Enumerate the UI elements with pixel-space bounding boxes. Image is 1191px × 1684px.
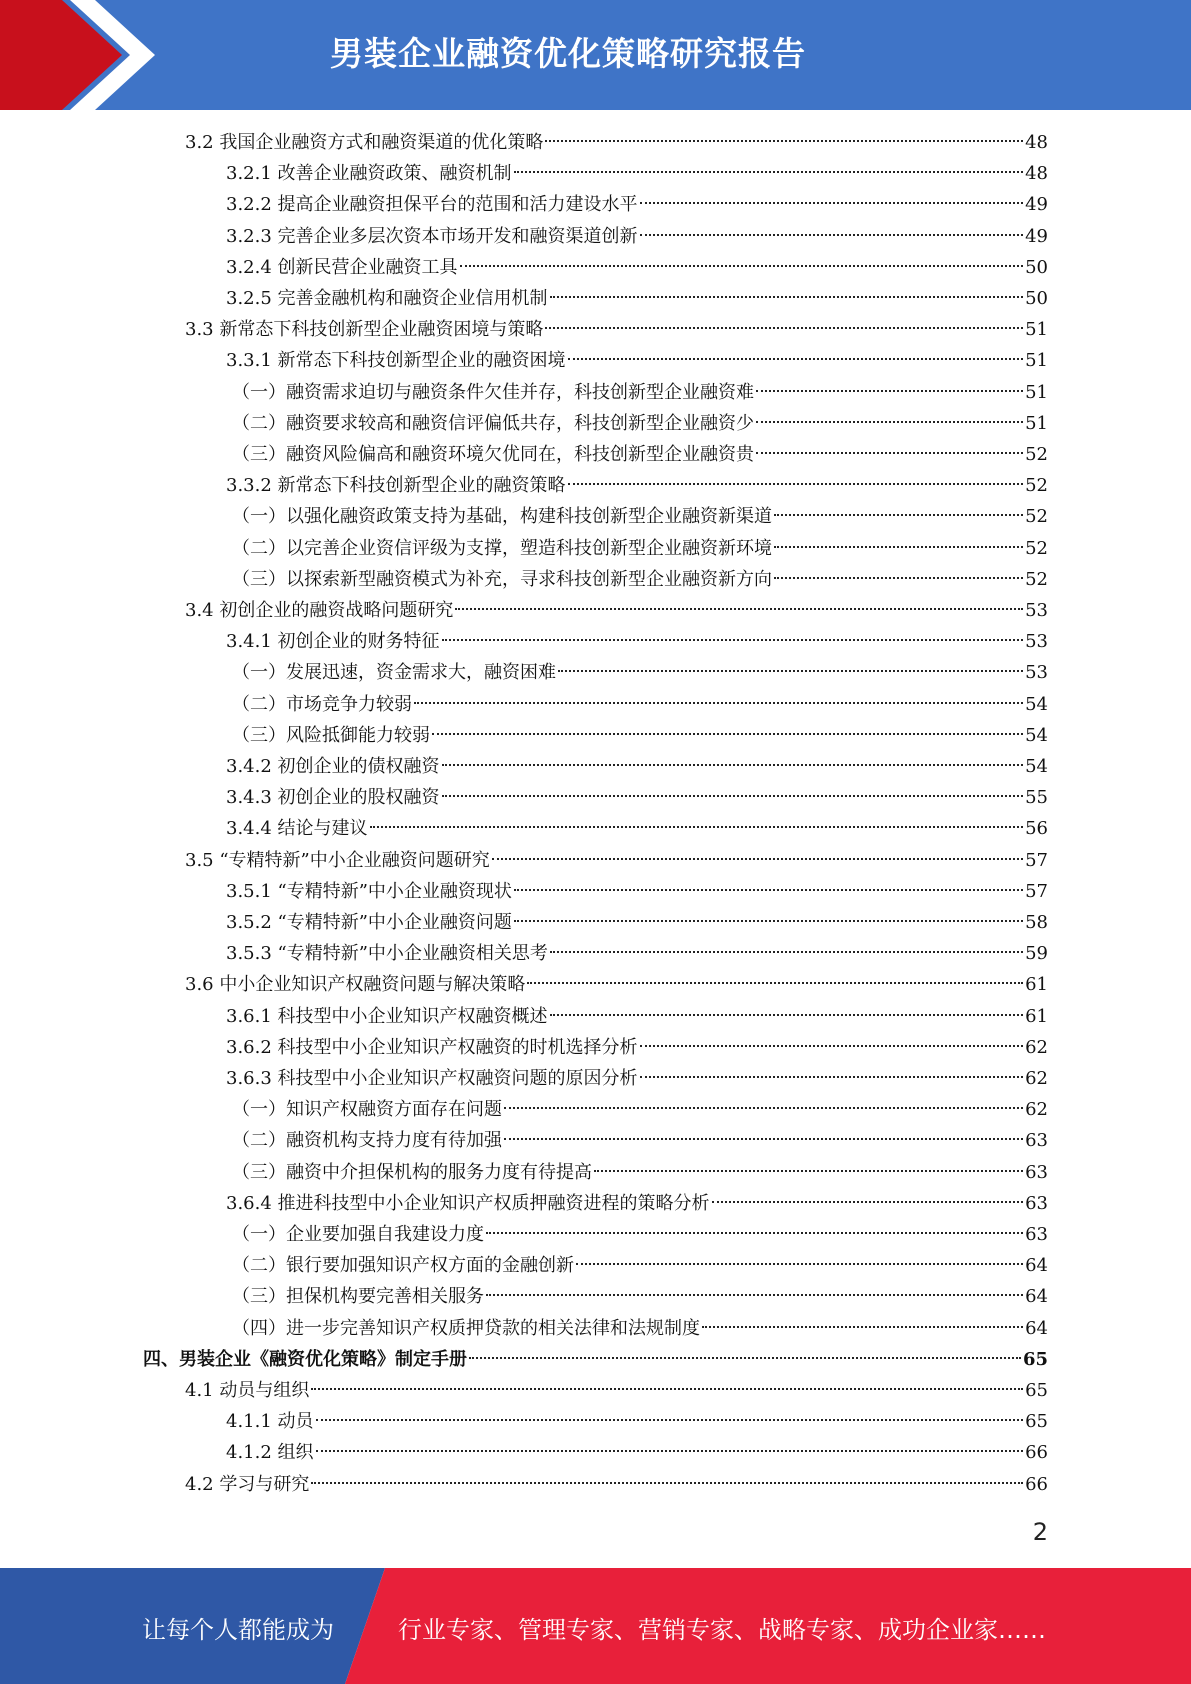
toc-entry[interactable] [226, 1002, 1048, 1032]
toc-entry-page: 52 [1025, 569, 1048, 590]
toc-entry[interactable] [232, 690, 1048, 720]
toc-entry-page: 58 [1025, 912, 1048, 933]
toc-dot-leader [640, 202, 1024, 204]
toc-entry-page: 64 [1025, 1318, 1048, 1339]
toc-dot-leader [316, 1419, 1024, 1421]
toc-entry-page: 48 [1025, 132, 1048, 153]
toc-entry-label: 3.4 初创企业的融资战略问题研究 [185, 600, 454, 621]
toc-entry[interactable] [232, 1158, 1048, 1188]
toc-entry-page: 62 [1025, 1037, 1048, 1058]
toc-entry-label: 3.2.3 完善企业多层次资本市场开发和融资渠道创新 [226, 226, 638, 247]
toc-entry[interactable] [226, 814, 1048, 844]
toc-dot-leader [442, 764, 1024, 766]
toc-entry-label: （三）融资中介担保机构的服务力度有待提高 [232, 1162, 592, 1183]
toc-entry-label: （二）市场竞争力较弱 [232, 694, 412, 715]
toc-entry-page: 61 [1025, 974, 1048, 995]
toc-dot-leader [712, 1201, 1024, 1203]
toc-dot-leader [316, 1450, 1024, 1452]
toc-entry[interactable] [185, 596, 1048, 626]
toc-entry-page: 63 [1025, 1130, 1048, 1151]
toc-entry[interactable] [232, 409, 1048, 439]
toc-dot-leader [370, 826, 1024, 828]
toc-entry-label: （二）融资要求较高和融资信评偏低共存，科技创新型企业融资少 [232, 413, 754, 434]
toc-entry-page: 54 [1025, 756, 1048, 777]
toc-entry[interactable] [226, 1189, 1048, 1219]
toc-entry[interactable] [226, 627, 1048, 657]
toc-entry-page: 49 [1025, 194, 1048, 215]
toc-entry-page: 54 [1025, 694, 1048, 715]
toc-entry[interactable] [185, 970, 1048, 1000]
toc-entry-label: 3.6.4 推进科技型中小企业知识产权质押融资进程的策略分析 [226, 1193, 710, 1214]
toc-entry[interactable] [226, 190, 1048, 220]
toc-dot-leader [550, 951, 1023, 953]
toc-entry-label: （三）融资风险偏高和融资环境欠优同在，科技创新型企业融资贵 [232, 444, 754, 465]
footer-slogan-right: 行业专家、管理专家、营销专家、战略专家、成功企业家…… [398, 1616, 1046, 1644]
toc-entry-label: 3.6 中小企业知识产权融资问题与解决策略 [185, 974, 526, 995]
toc-dot-leader [527, 982, 1023, 984]
toc-entry[interactable] [232, 1126, 1048, 1156]
toc-entry-label: 4.1.1 动员 [226, 1411, 314, 1432]
toc-entry-label: 3.6.2 科技型中小企业知识产权融资的时机选择分析 [226, 1037, 638, 1058]
toc-dot-leader [469, 1357, 1021, 1359]
toc-entry[interactable] [226, 877, 1048, 907]
toc-dot-leader [442, 795, 1024, 797]
toc-entry-label: 3.4.3 初创企业的股权融资 [226, 787, 440, 808]
toc-entry-label: 3.2 我国企业融资方式和融资渠道的优化策略 [185, 132, 544, 153]
toc-entry-label: （四）进一步完善知识产权质押贷款的相关法律和法规制度 [232, 1318, 700, 1339]
toc-entry-page: 50 [1025, 288, 1048, 309]
toc-dot-leader [514, 171, 1024, 173]
toc-entry-label: （一）知识产权融资方面存在问题 [232, 1099, 502, 1120]
toc-entry[interactable] [232, 565, 1048, 595]
toc-entry[interactable] [232, 1251, 1048, 1281]
toc-entry-page: 66 [1025, 1474, 1048, 1495]
toc-dot-leader [774, 546, 1023, 548]
toc-entry-label: （一）融资需求迫切与融资条件欠佳并存，科技创新型企业融资难 [232, 382, 754, 403]
page-number: 2 [1032, 1518, 1048, 1546]
toc-entry-page: 54 [1025, 725, 1048, 746]
toc-dot-leader [486, 1294, 1023, 1296]
toc-entry[interactable] [232, 1220, 1048, 1250]
toc-entry[interactable] [226, 253, 1048, 283]
toc-dot-leader [311, 1482, 1023, 1484]
toc-entry-label: （一）以强化融资政策支持为基础，构建科技创新型企业融资新渠道 [232, 506, 772, 527]
toc-entry-page: 57 [1025, 850, 1048, 871]
toc-entry[interactable] [226, 346, 1048, 376]
toc-entry-label: 3.2.4 创新民营企业融资工具 [226, 257, 458, 278]
toc-entry[interactable] [226, 908, 1048, 938]
toc-entry[interactable] [226, 284, 1048, 314]
toc-entry-label: 3.6.3 科技型中小企业知识产权融资问题的原因分析 [226, 1068, 638, 1089]
toc-entry-label: 3.3.1 新常态下科技创新型企业的融资困境 [226, 350, 566, 371]
page-footer [0, 1568, 1191, 1684]
toc-dot-leader [311, 1388, 1023, 1390]
toc-entry-page: 56 [1025, 818, 1048, 839]
toc-entry[interactable] [143, 1345, 1048, 1375]
toc-entry-page: 52 [1025, 506, 1048, 527]
toc-entry-label: 3.5.3 “专精特新”中小企业融资相关思考 [226, 943, 548, 964]
toc-dot-leader [640, 1076, 1024, 1078]
toc-dot-leader [756, 390, 1023, 392]
toc-entry-page: 62 [1025, 1068, 1048, 1089]
toc-entry[interactable] [226, 1438, 1048, 1468]
toc-entry-label: 3.2.2 提高企业融资担保平台的范围和活力建设水平 [226, 194, 638, 215]
toc-dot-leader [486, 1232, 1023, 1234]
toc-entry-page: 63 [1025, 1224, 1048, 1245]
toc-entry-page: 51 [1025, 382, 1048, 403]
toc-entry[interactable] [226, 159, 1048, 189]
toc-entry[interactable] [232, 1282, 1048, 1312]
toc-entry-page: 53 [1025, 631, 1048, 652]
toc-entry-label: （一）企业要加强自我建设力度 [232, 1224, 484, 1245]
toc-entry-label: （三）风险抵御能力较弱 [232, 725, 430, 746]
toc-dot-leader [492, 858, 1023, 860]
toc-dot-leader [640, 234, 1024, 236]
toc-entry-label: 3.2.5 完善金融机构和融资企业信用机制 [226, 288, 548, 309]
toc-entry-label: 4.1.2 组织 [226, 1442, 314, 1463]
toc-dot-leader [568, 358, 1024, 360]
toc-entry[interactable] [232, 440, 1048, 470]
toc-entry-page: 64 [1025, 1286, 1048, 1307]
toc-entry-page: 51 [1025, 319, 1048, 340]
toc-dot-leader [442, 639, 1024, 641]
toc-entry-label: 3.2.1 改善企业融资政策、融资机制 [226, 163, 512, 184]
toc-dot-leader [774, 577, 1023, 579]
toc-entry-label: 3.5.1 “专精特新”中小企业融资现状 [226, 881, 512, 902]
toc-dot-leader [455, 608, 1023, 610]
toc-dot-leader [550, 296, 1024, 298]
toc-dot-leader [594, 1170, 1023, 1172]
toc-entry-label: 4.2 学习与研究 [185, 1474, 310, 1495]
toc-entry[interactable] [226, 939, 1048, 969]
toc-dot-leader [558, 670, 1023, 672]
toc-entry-page: 63 [1025, 1162, 1048, 1183]
toc-entry-page: 51 [1025, 350, 1048, 371]
toc-entry[interactable] [226, 1064, 1048, 1094]
toc-dot-leader [432, 733, 1023, 735]
toc-entry[interactable] [185, 846, 1048, 876]
toc-entry-page: 66 [1025, 1442, 1048, 1463]
toc-entry-label: 四、男装企业《融资优化策略》制定手册 [143, 1349, 467, 1370]
footer-slogan-left: 让每个人都能成为 [142, 1616, 334, 1644]
toc-entry-page: 49 [1025, 226, 1048, 247]
toc-entry[interactable] [185, 1376, 1048, 1406]
toc-entry-label: （二）以完善企业资信评级为支撑，塑造科技创新型企业融资新环境 [232, 538, 772, 559]
toc-entry[interactable] [226, 783, 1048, 813]
toc-entry-label: （一）发展迅速，资金需求大，融资困难 [232, 662, 556, 683]
toc-entry[interactable] [232, 534, 1048, 564]
toc-entry[interactable] [226, 1407, 1048, 1437]
toc-entry-label: 3.5 “专精特新”中小企业融资问题研究 [185, 850, 490, 871]
toc-dot-leader [640, 1045, 1024, 1047]
toc-entry-label: 3.4.1 初创企业的财务特征 [226, 631, 440, 652]
toc-entry-label: 3.4.4 结论与建议 [226, 818, 368, 839]
toc-entry-label: 4.1 动员与组织 [185, 1380, 310, 1401]
report-title: 男装企业融资优化策略研究报告 [330, 34, 806, 73]
toc-entry[interactable] [232, 1095, 1048, 1125]
toc-dot-leader [576, 1263, 1023, 1265]
toc-entry-page: 65 [1022, 1349, 1048, 1370]
toc-dot-leader [504, 1107, 1023, 1109]
toc-dot-leader [460, 265, 1024, 267]
toc-entry[interactable] [226, 471, 1048, 501]
toc-entry-page: 65 [1025, 1380, 1048, 1401]
toc-entry-page: 52 [1025, 444, 1048, 465]
toc-entry-page: 55 [1025, 787, 1048, 808]
toc-entry-label: 3.3 新常态下科技创新型企业融资困境与策略 [185, 319, 544, 340]
toc-entry[interactable] [232, 658, 1048, 688]
toc-dot-leader [568, 483, 1024, 485]
toc-dot-leader [504, 1138, 1023, 1140]
toc-entry[interactable] [226, 222, 1048, 252]
toc-entry[interactable] [232, 1314, 1048, 1344]
toc-dot-leader [514, 889, 1023, 891]
toc-entry-page: 61 [1025, 1006, 1048, 1027]
toc-entry[interactable] [185, 1470, 1048, 1500]
chevron-logo-icon [0, 0, 160, 110]
toc-entry-page: 59 [1025, 943, 1048, 964]
toc-entry-page: 50 [1025, 257, 1048, 278]
toc-entry-page: 53 [1025, 662, 1048, 683]
toc-entry-page: 52 [1025, 475, 1048, 496]
toc-dot-leader [545, 327, 1023, 329]
toc-entry-page: 64 [1025, 1255, 1048, 1276]
toc-entry-label: （二）银行要加强知识产权方面的金融创新 [232, 1255, 574, 1276]
toc-entry-page: 65 [1025, 1411, 1048, 1432]
toc-dot-leader [756, 452, 1023, 454]
toc-entry-label: （三）担保机构要完善相关服务 [232, 1286, 484, 1307]
toc-entry[interactable] [185, 315, 1048, 345]
toc-entry-label: （二）融资机构支持力度有待加强 [232, 1130, 502, 1151]
toc-entry[interactable] [185, 128, 1048, 158]
toc-entry-page: 62 [1025, 1099, 1048, 1120]
toc-entry-label: 3.3.2 新常态下科技创新型企业的融资策略 [226, 475, 566, 496]
toc-entry[interactable] [226, 752, 1048, 782]
toc-entry[interactable] [232, 721, 1048, 751]
toc-entry-page: 51 [1025, 413, 1048, 434]
toc-dot-leader [774, 514, 1023, 516]
toc-entry-label: 3.4.2 初创企业的债权融资 [226, 756, 440, 777]
toc-entry-label: 3.6.1 科技型中小企业知识产权融资概述 [226, 1006, 548, 1027]
toc-entry[interactable] [232, 502, 1048, 532]
toc-dot-leader [414, 702, 1023, 704]
toc-dot-leader [545, 140, 1023, 142]
toc-dot-leader [702, 1326, 1023, 1328]
toc-entry-page: 57 [1025, 881, 1048, 902]
toc-dot-leader [756, 421, 1023, 423]
toc-entry-label: 3.5.2 “专精特新”中小企业融资问题 [226, 912, 512, 933]
toc-dot-leader [550, 1014, 1024, 1016]
page-header [0, 0, 1191, 110]
toc-entry-page: 48 [1025, 163, 1048, 184]
toc-entry-page: 52 [1025, 538, 1048, 559]
toc-entry[interactable] [226, 1033, 1048, 1063]
toc-entry-page: 53 [1025, 600, 1048, 621]
toc-entry-label: （三）以探索新型融资模式为补充，寻求科技创新型企业融资新方向 [232, 569, 772, 590]
toc-dot-leader [514, 920, 1023, 922]
toc-entry[interactable] [232, 378, 1048, 408]
toc-entry-page: 63 [1025, 1193, 1048, 1214]
